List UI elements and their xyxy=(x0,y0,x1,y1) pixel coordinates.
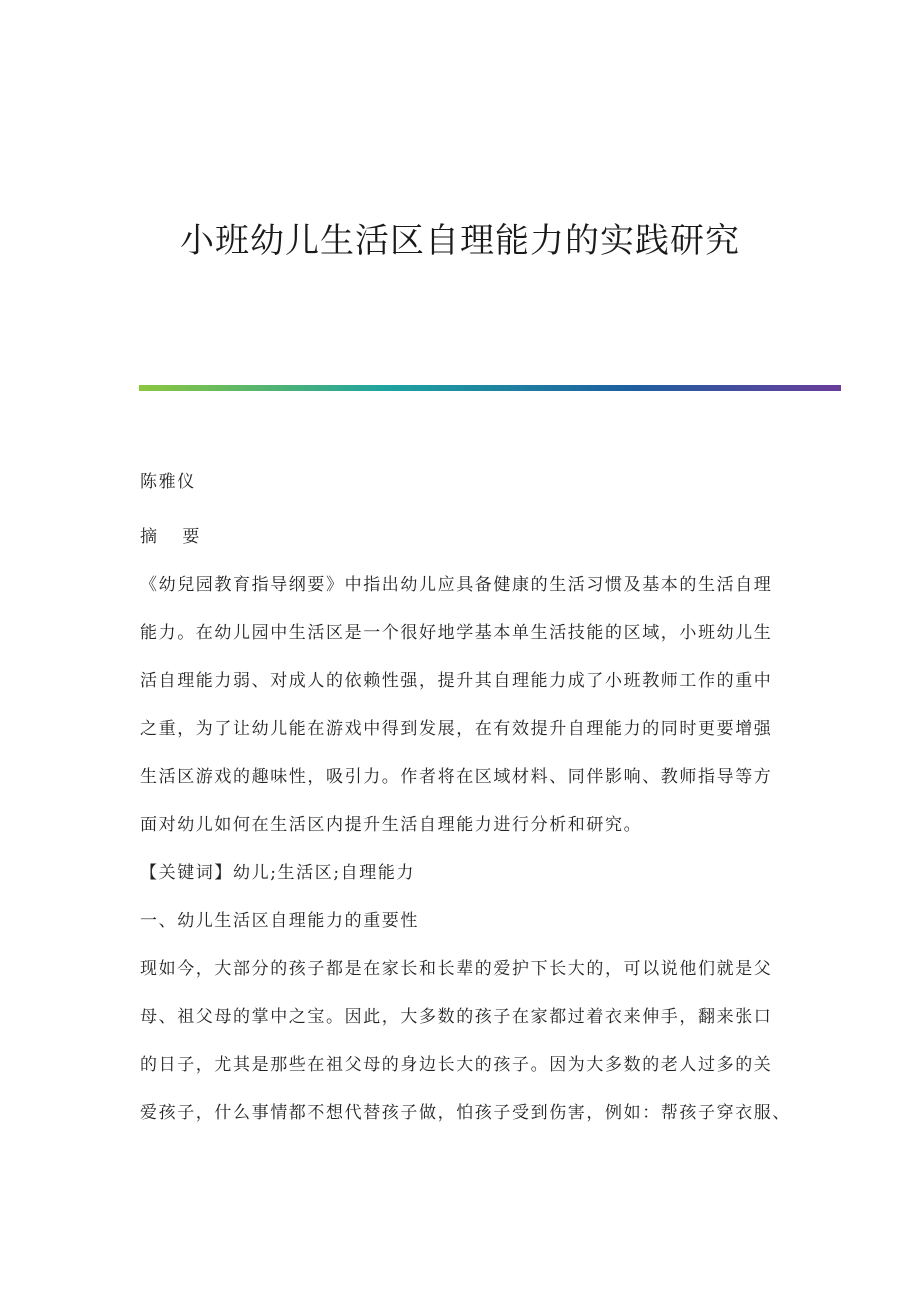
abstract-line: 生活区游戏的趣味性，吸引力。作者将在区域材料、同伴影响、教师指导等方 xyxy=(140,767,773,787)
body-line: 现如今，大部分的孩子都是在家长和长辈的爱护下长大的，可以说他们就是父 xyxy=(140,959,773,979)
document-title: 小班幼儿生活区自理能力的实践研究 xyxy=(180,221,740,261)
abstract-paragraph xyxy=(140,569,790,857)
abstract-line: 能力。在幼儿园中生活区是一个很好地学基本单生活技能的区域，小班幼儿生 xyxy=(140,623,773,643)
abstract-line: 《幼兒园教育指导纲要》中指出幼儿应具备健康的生活习惯及基本的生活自理 xyxy=(140,575,773,595)
author-name: 陈雅仪 xyxy=(140,472,196,492)
abstract-line: 活自理能力弱、对成人的依赖性强，提升其自理能力成了小班教师工作的重中 xyxy=(140,671,773,691)
abstract-label: 摘 要 xyxy=(140,527,206,547)
title-divider xyxy=(139,385,841,391)
body-line: 母、祖父母的掌中之宝。因此，大多数的孩子在家都过着衣来伸手，翻来张口 xyxy=(140,1007,773,1027)
abstract-line: 之重，为了让幼儿能在游戏中得到发展，在有效提升自理能力的同时更要增强 xyxy=(140,719,773,739)
keywords: 【关键词】幼儿;生活区;自理能力 xyxy=(140,863,416,883)
abstract-line: 面对幼儿如何在生活区内提升生活自理能力进行分析和研究。 xyxy=(140,815,643,835)
body-paragraph xyxy=(140,953,790,1145)
section-heading: 一、幼儿生活区自理能力的重要性 xyxy=(140,911,419,931)
document-body xyxy=(140,466,790,1145)
body-line: 爱孩子，什么事情都不想代替孩子做，怕孩子受到伤害，例如：帮孩子穿衣服、 xyxy=(140,1103,791,1123)
body-line: 的日子，尤其是那些在祖父母的身边长大的孩子。因为大多数的老人过多的关 xyxy=(140,1055,773,1075)
